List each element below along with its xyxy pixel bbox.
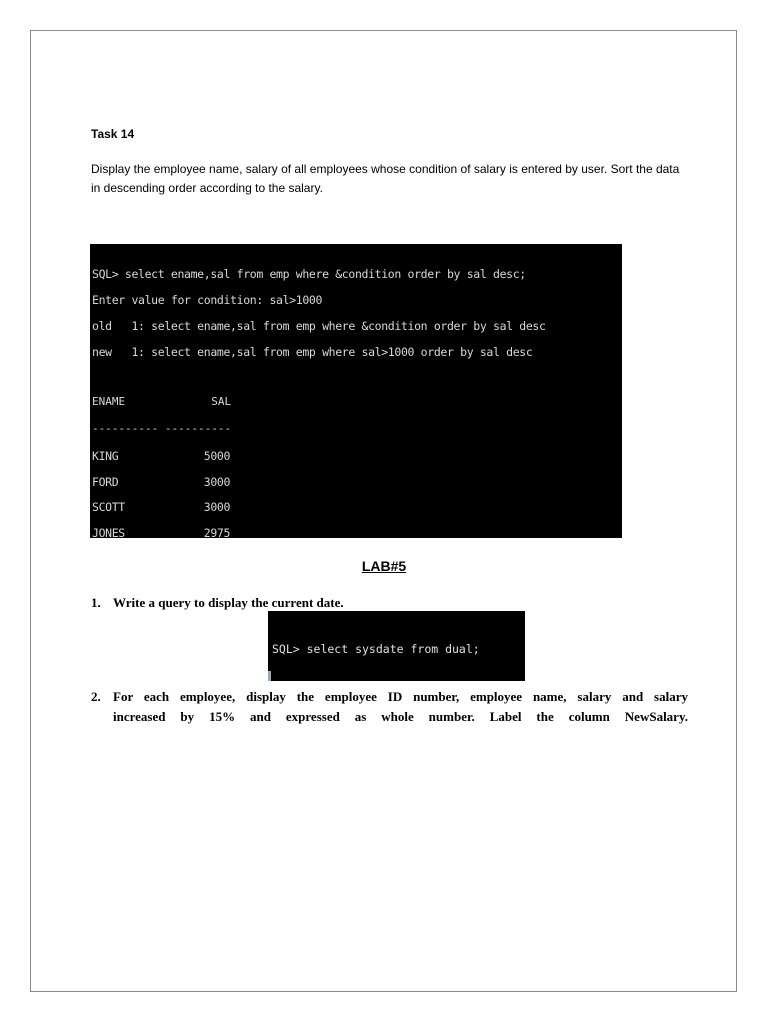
sql-console-screenshot <box>90 244 622 538</box>
result-divider: ---------- ---------- <box>92 421 232 435</box>
result-header: ENAME SAL <box>92 394 232 408</box>
console-line: Enter value for condition: sal>1000 <box>92 292 323 307</box>
console-line: old 1: select ename,sal from emp where &condition order by sal desc <box>92 318 546 333</box>
question-number: 1. <box>91 595 101 610</box>
task-description: Display the employee name, salary of all employees whose condition of salary is entered by user. Sort the data in descending order according to the salary. <box>91 162 680 195</box>
question-text-line-1: For each employee, display the employee ID number, employee name, salary and salary <box>113 689 688 704</box>
result-row: FORD 3000 <box>92 474 231 489</box>
result-row: SCOTT 3000 <box>92 500 231 515</box>
result-row: JONES 2975 <box>92 526 231 538</box>
question-text: Write a query to display the current date. <box>113 595 344 610</box>
question-text-line-2: increased by 15% and expressed as whole number. Label the column NewSalary. <box>113 709 688 724</box>
result-row: KING 5000 <box>92 448 231 463</box>
console-line: SQL> select ename,sal from emp where &condition order by sal desc; <box>92 267 526 282</box>
sysdate-console-screenshot <box>268 611 525 681</box>
lab-heading: LAB#5 <box>361 558 407 574</box>
console-line: SQL> select sysdate from dual; <box>272 642 480 656</box>
console-line: new 1: select ename,sal from emp where sal>1000 order by sal desc <box>92 344 533 359</box>
cursor-marker <box>268 671 271 681</box>
task-title: Task 14 <box>91 127 135 141</box>
question-number: 2. <box>91 689 101 704</box>
question-1 <box>91 595 344 611</box>
question-2 <box>91 687 691 727</box>
